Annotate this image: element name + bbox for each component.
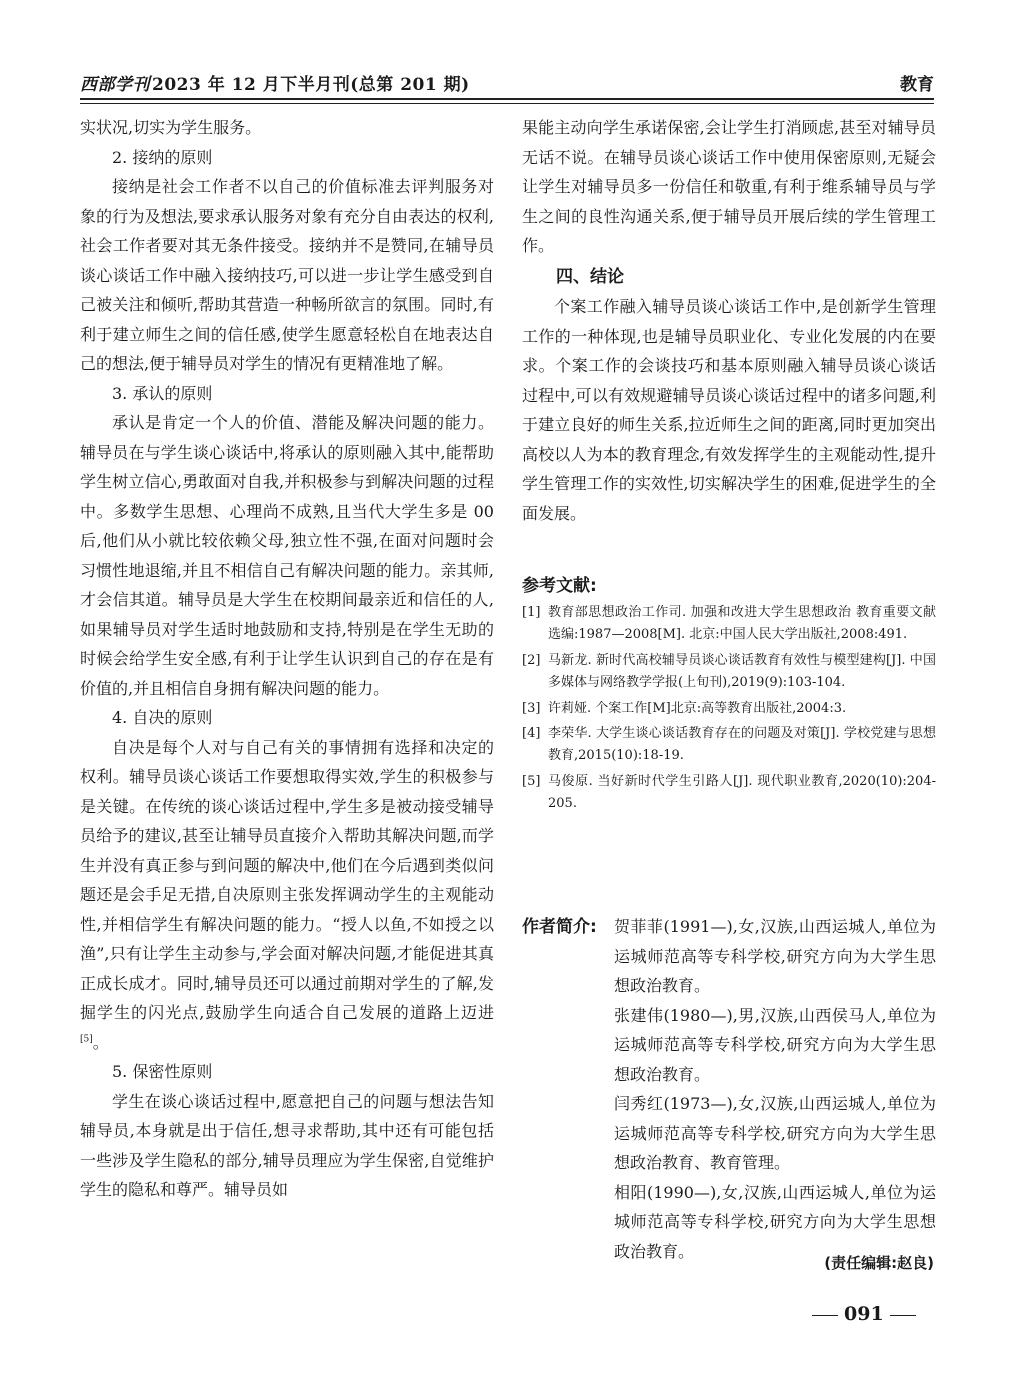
header-rule-thin xyxy=(80,103,934,104)
author-bio: 闫秀红(1973—),女,汉族,山西运城人,单位为运城师范高等专科学校,研究方向为大学生思想政治教育、教育管理。 xyxy=(614,1094,936,1172)
reference-text: 许莉娅. 个案工作[M]北京:高等教育出版社,2004:3. xyxy=(548,700,847,716)
reference-number: [3] xyxy=(522,700,541,716)
page-footer xyxy=(806,1303,934,1325)
paragraph: 实状况,切实为学生服务。 xyxy=(80,118,262,137)
reference-item xyxy=(522,602,936,647)
author-intro-label: 作者简介: xyxy=(522,917,597,937)
page-header xyxy=(80,64,934,100)
right-column xyxy=(522,113,936,528)
paragraph: 承认是肯定一个人的价值、潜能及解决问题的能力。辅导员在与学生谈心谈话中,将承认的原则融入其中,能帮助学生树立信心,勇敢面对自我,并积极参与到解决问题的过程中。多数学生思想、心理尚不成熟,且当代大学生多是 00 后,他们从小就比较依赖父母,独立性不强,在面对问题时会习惯性地退缩,并且不相信自己有解决问题的能力。亲其师,才会信其道。辅导员是大学生在校期间最亲近和信任的人,如果辅导员对学生适时地鼓励和支持,特别是在学生无助的时候会给学生安全感,有利于让学生认识到自己的存在是有价值的,并且相信自身拥有解决问题的能力。 xyxy=(80,413,494,698)
page-number: 091 xyxy=(844,1303,884,1325)
subheading-recognition: 3. 承认的原则 xyxy=(112,383,213,403)
reference-number: [4] xyxy=(522,726,541,742)
author-intro-list xyxy=(614,912,936,1266)
responsible-editor: (责任编辑:赵良) xyxy=(824,1254,934,1272)
journal-issue: 2023 年 12 月下半月刊(总第 201 期) xyxy=(152,75,470,95)
subheading-acceptance: 2. 接纳的原则 xyxy=(112,147,213,167)
reference-text: 马新龙. 新时代高校辅导员谈心谈话教育有效性与模型建构[J]. 中国多媒体与网络教学学报(上旬刊),2019(9):103-104. xyxy=(548,652,936,691)
reference-number: [2] xyxy=(522,652,541,668)
reference-item xyxy=(522,698,936,720)
section-heading-conclusion: 四、结论 xyxy=(556,266,624,287)
author-bio: 张建伟(1980—),男,汉族,山西侯马人,单位为运城师范高等专科学校,研究方向为大学生思想政治教育。 xyxy=(614,1005,936,1084)
left-column xyxy=(80,113,494,1205)
reference-text: 李荣华. 大学生谈心谈话教育存在的问题及对策[J]. 学校党建与思想教育,2015(10):18-19. xyxy=(548,726,936,764)
journal-title xyxy=(80,70,470,95)
paragraph-text: 自决是每个人对与自己有关的事情拥有选择和决定的权利。辅导员谈心谈话工作要想取得实效,学生的积极参与是关键。在传统的谈心谈话过程中,学生多是被动接受辅导员给予的建议,甚至让辅导员直接介入帮助其解决问题,而学生并没有真正参与到问题的解决中,他们在今后遇到类似问题还是会手足无措,自决原则主张发挥调动学生的主观能动性,并相信学生有解决问题的能力。“授人以鱼,不如授之以渔”,只有让学生主动参与,学会面对解决问题,才能促进其真正成长成才。同时,辅导员还可以通过前期对学生的了解,发掘学生的闪光点,鼓励学生向适合自己发展的道路上迈进 xyxy=(80,737,494,1022)
paragraph: 学生在谈心谈话过程中,愿意把自己的问题与想法告知辅导员,本身就是出于信任,想寻求帮助,其中还有可能包括一些涉及学生隐私的部分,辅导员理应为学生保密,自觉维护学生的隐私和尊严。辅导员如 xyxy=(80,1091,494,1199)
header-rule xyxy=(80,98,934,100)
reference-number: [1] xyxy=(522,605,541,620)
footer-dash-left xyxy=(812,1315,838,1316)
references-list xyxy=(522,602,936,819)
footer-dash-right xyxy=(890,1315,916,1316)
paragraph xyxy=(80,733,494,1058)
references-title: 参考文献: xyxy=(522,576,597,596)
subheading-self-determination: 4. 自决的原则 xyxy=(112,708,213,727)
paragraph-text-end: 。 xyxy=(92,1032,109,1052)
paragraph: 接纳是社会工作者不以自己的价值标准去评判服务对象的行为及想法,要求承认服务对象有充分自由表达的权利,社会工作者要对其无条件接受。接纳并不是赞同,在辅导员谈心谈话工作中融入接纳技巧,可以进一步让学生感受到自己被关注和倾听,帮助其营造一种畅所欲言的氛围。同时,有利于建立师生之间的信任感,使学生愿意轻松自在地表达自己的想法,便于辅导员对学生的情况有更精准地了解。 xyxy=(80,177,494,373)
reference-item xyxy=(522,650,936,695)
paragraph: 个案工作融入辅导员谈心谈话工作中,是创新学生管理工作的一种体现,也是辅导员职业化、专业化发展的内在要求。个案工作的会谈技巧和基本原则融入辅导员谈心谈话过程中,可以有效规避辅导员谈心谈话过程中的诸多问题,利于建立良好的师生关系,拉近师生之间的距离,同时更加突出高校以人为本的教育理念,有效发挥学生的主观能动性,提升学生管理工作的实效性,切实解决学生的困难,促进学生的全面发展。 xyxy=(522,297,936,523)
reference-item xyxy=(522,723,936,768)
reference-text: 马俊原. 当好新时代学生引路人[J]. 现代职业教育,2020(10):204-205. xyxy=(548,773,936,812)
section-name: 教育 xyxy=(900,75,934,95)
journal-logo: 西部学刊 xyxy=(80,75,150,95)
author-bio: 相阳(1990—),女,汉族,山西运城人,单位为运城师范高等专科学校,研究方向为大学生思想政治教育。 xyxy=(614,1182,936,1261)
author-bio: 贺菲菲(1991—),女,汉族,山西运城人,单位为运城师范高等专科学校,研究方向为大学生思想政治教育。 xyxy=(614,917,936,995)
paragraph: 果能主动向学生承诺保密,会让学生打消顾虑,甚至对辅导员无话不说。在辅导员谈心谈话工作中使用保密原则,无疑会让学生对辅导员多一份信任和敬重,有利于维系辅导员与学生之间的良性沟通关系,便于辅导员开展后续的学生管理工作。 xyxy=(522,118,936,255)
reference-text: 教育部思想政治工作司. 加强和改进大学生思想政治 教育重要文献选编:1987—2008[M]. 北京:中国人民大学出版社,2008:491. xyxy=(548,605,936,643)
subheading-confidentiality: 5. 保密性原则 xyxy=(112,1062,213,1081)
reference-number: [5] xyxy=(522,773,541,789)
citation-marker: [5] xyxy=(80,1034,93,1045)
reference-item xyxy=(522,771,936,816)
